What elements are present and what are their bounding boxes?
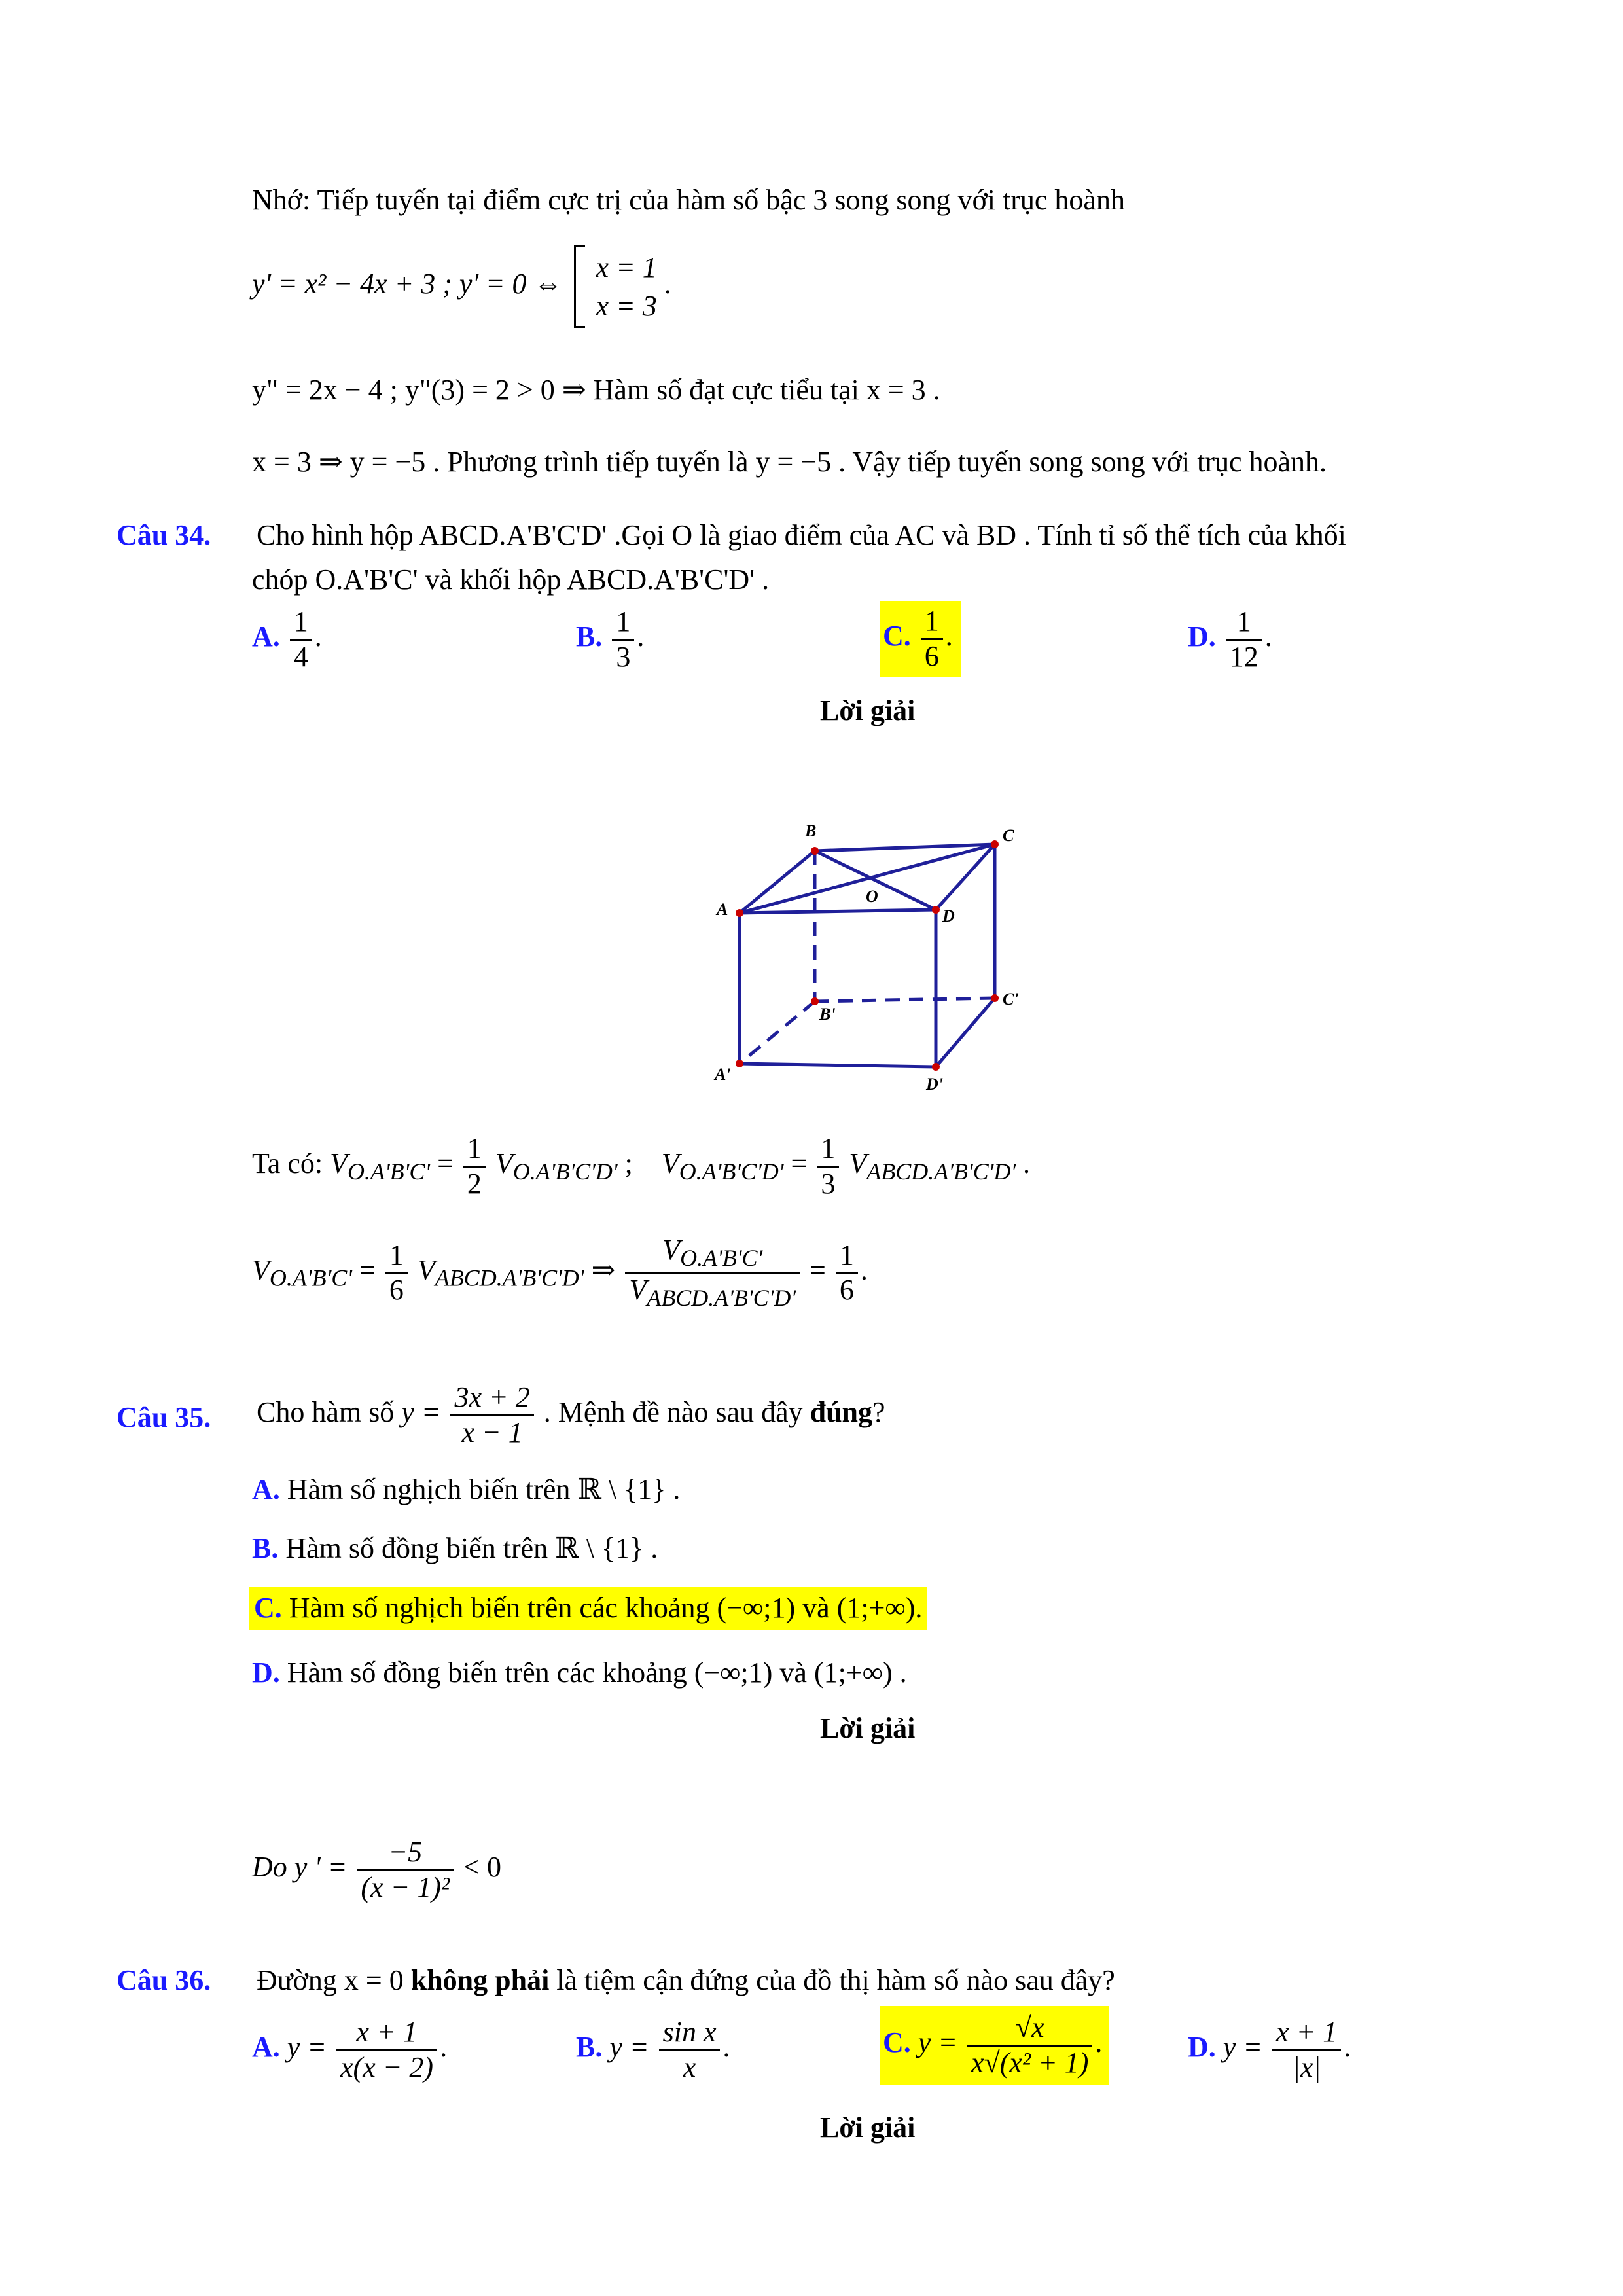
q34-option-d[interactable]: D. $\frac{1}{12}$ . <box>1188 605 1272 673</box>
option-key: A. <box>252 620 280 653</box>
derivative-line: y' = x² − 4x + 3 ; y' = 0 ⇔ x = 1 x = 3 . <box>252 245 671 328</box>
note-text: Nhớ: Tiếp tuyến tại điểm cực trị của hàm số bậc 3 song song với trục hoành <box>252 184 1125 216</box>
q34-option-c[interactable]: C. $\frac{1}{6}$ . <box>880 601 961 677</box>
q34-option-a[interactable]: A. $\frac{1}{4}$ . <box>252 605 322 673</box>
q34-solution-line-2: $V_{O.A'B'C'}$ = $\frac{1}{6}$ $V_{ABCD.A'B'C'D'}$ ⇒ $\frac{V_{O.A'B'C'}}{V_{ABCD.A'B'C'D'}}$ = $\frac{1}{6}$ . <box>252 1234 868 1311</box>
edge-bc <box>815 844 995 851</box>
label-a: A <box>717 900 728 919</box>
edge-ad-bottom <box>740 1064 936 1067</box>
edge-bc-hidden <box>815 998 995 1001</box>
q34-solution-line-1: Ta có: $V_{O.A'B'C'}$ = $\frac{1}{2}$ $V_{O.A'B'C'D'}$ ; $V_{O.A'B'C'D'}$ = $\frac{1}{3}$ $V_{ABCD.A'B'C'D'}$ . <box>252 1132 1031 1200</box>
point-b <box>811 847 819 855</box>
edge-dc-bottom <box>936 998 995 1067</box>
edge-ba-hidden <box>740 1001 815 1064</box>
q34-label: Câu 34. <box>116 519 211 551</box>
second-derivative-line: y" = 2x − 4 ; y"(3) = 2 > 0 ⇒ Hàm số đạt cực tiểu tại x = 3 . <box>252 374 940 406</box>
label-b-prime: B' <box>819 1005 836 1024</box>
q34-stem-1: Cho hình hộp ABCD.A'B'C'D' .Gọi O là giao điểm của AC và BD . Tính tỉ số thể tích của khối <box>257 519 1346 551</box>
point-a-prime <box>736 1060 743 1067</box>
root-1: x = 1 <box>596 251 657 283</box>
q35-option-a[interactable]: A. Hàm số nghịch biến trên ℝ \ {1} . <box>252 1473 681 1505</box>
tangent-line-text: x = 3 ⇒ y = −5 . Phương trình tiếp tuyến là y = −5 . Vậy tiếp tuyến song song với trục hoành. <box>252 446 1327 478</box>
label-c-prime: C' <box>1003 990 1019 1009</box>
point-c <box>991 840 999 848</box>
option-key: B. <box>576 620 603 653</box>
system-roots <box>596 248 657 326</box>
option-key: C. <box>883 620 911 653</box>
edge-da <box>740 910 936 913</box>
label-d: D <box>942 906 955 925</box>
label-o: O <box>866 887 878 906</box>
system-bracket <box>574 245 585 328</box>
q35-solution-line: Do y ' = $\frac{-5}{\text{(x − 1)²}}$ < 0 <box>252 1836 501 1903</box>
option-key: D. <box>1188 620 1216 653</box>
derivative-eq: y' = x² − 4x + 3 ; y' = 0 ⇔ <box>252 268 563 300</box>
point-a <box>736 909 743 917</box>
q35-option-b[interactable]: B. Hàm số đồng biến trên ℝ \ {1} . <box>252 1532 658 1564</box>
q36-label: Câu 36. <box>116 1964 211 1996</box>
q36-option-c[interactable]: C. y = $\frac{√x}{\text{x√(x² + 1)}}$ . <box>880 2006 1109 2085</box>
label-d-prime: D' <box>926 1075 943 1094</box>
label-b: B <box>805 821 817 840</box>
q36-solution-title: Lời giải <box>820 2111 916 2144</box>
q35-option-c[interactable]: C. Hàm số nghịch biến trên các khoảng (−∞;1) và (1;+∞). <box>249 1587 927 1630</box>
q36-option-b[interactable]: B. y = $\frac{\text{sin x}}{x}$ . <box>576 2016 730 2083</box>
point-c-prime <box>991 994 999 1002</box>
root-2: x = 3 <box>596 290 657 322</box>
q34-stem-2: chóp O.A'B'C' và khối hộp ABCD.A'B'C'D' . <box>252 564 770 596</box>
point-d-prime <box>932 1063 940 1071</box>
q36-option-a[interactable]: A. y = $\frac{x + 1}{x(x - 2)}$ . <box>252 2016 448 2083</box>
edge-cd <box>936 844 995 910</box>
q34-solution-title: Lời giải <box>820 694 916 726</box>
point-d <box>932 906 940 914</box>
q35-option-d[interactable]: D. Hàm số đồng biến trên các khoảng (−∞;1) và (1;+∞) . <box>252 1657 907 1689</box>
cube-figure <box>707 818 1047 1113</box>
q35-label: Câu 35. <box>116 1401 211 1433</box>
label-c: C <box>1003 826 1014 845</box>
q36-option-d[interactable]: D. y = $\frac{x + 1}{|x|}$ . <box>1188 2016 1351 2083</box>
point-b-prime <box>811 997 819 1005</box>
q34-option-b[interactable]: B. $\frac{1}{3}$ . <box>576 605 645 673</box>
label-a-prime: A' <box>715 1065 731 1084</box>
q35-solution-title: Lời giải <box>820 1712 916 1744</box>
q35-stem: Cho hàm số y = $\frac{3x + 2}{x - 1}$ . Mệnh đề nào sau đây đúng? <box>257 1381 885 1448</box>
q36-stem: Đường x = 0 không phải là tiệm cận đứng của đồ thị hàm số nào sau đây? <box>257 1964 1115 1996</box>
